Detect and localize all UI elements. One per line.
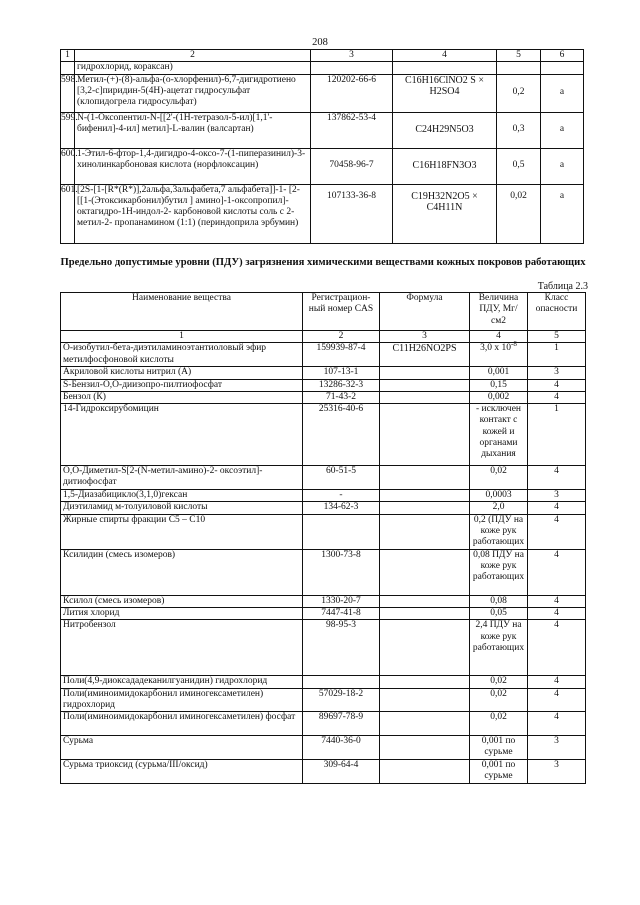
formula <box>380 466 470 490</box>
hazard-class: 4 <box>528 676 586 688</box>
substance-name: 1-Этил-6-фтор-1,4-дигидро-4-оксо-7-(1-пиперазинил)-3-хинолинкарбоновая кислота (норфлоксацин) <box>75 148 311 184</box>
formula <box>380 367 470 379</box>
hazard-class: 4 <box>528 607 586 619</box>
pdu-value: 0,02 <box>470 712 528 736</box>
pdu-value: 0,0003 <box>470 490 528 502</box>
substance-name: Жирные спирты фракции С5 – С10 <box>61 514 303 549</box>
substance-name: О-изобутил-бета-диэтиламиноэтантиоловый эфир метилфосфоновой кислоты <box>61 343 303 367</box>
formula: C16H16ClNO2 S × H2SO4 <box>393 74 497 112</box>
hazard-class: 3 <box>528 736 586 760</box>
pdu-value: 0,02 <box>470 688 528 712</box>
formula <box>380 502 470 514</box>
hazard-class: 4 <box>528 391 586 403</box>
table-row <box>61 620 586 676</box>
col-number: 2 <box>303 331 380 343</box>
pdk-value: 0,02 <box>497 184 541 243</box>
section-title: Предельно допустимые уровни (ПДУ) загрязнения химическими веществами кожных покровов работающих <box>60 257 586 268</box>
table-number-row <box>61 331 586 343</box>
continued-text: гидрохлорид, кораксан) <box>75 62 311 74</box>
substance-name: О,О-Диметил-S[2-(N-метил-амино)-2- оксоэтил]-дитиофосфат <box>61 466 303 490</box>
pdu-value: 0,001 <box>470 367 528 379</box>
table-row <box>61 367 586 379</box>
hazard-class: 4 <box>528 502 586 514</box>
table-row <box>61 391 586 403</box>
table-row <box>61 607 586 619</box>
cas-number: 159939-87-4 <box>303 343 380 367</box>
formula <box>380 379 470 391</box>
pdu-value: 0,2 (ПДУ на коже рук работающих <box>470 514 528 549</box>
pdu-value: 0,002 <box>470 391 528 403</box>
table-row <box>61 148 584 184</box>
formula <box>380 760 470 784</box>
table-row <box>61 466 586 490</box>
col-number: 3 <box>311 50 393 62</box>
substance-name: S-Бензил-О,О-диизопро-пилтиофосфат <box>61 379 303 391</box>
formula <box>380 404 470 466</box>
col-number: 3 <box>380 331 470 343</box>
table-header-row <box>61 50 584 62</box>
substance-name: Метил-(+)-(8)-альфа-(о-хлорфенил)-6,7-дигидротиено [3,2-с]пиридин-5(4Н)-ацетат гидросульфат (клопидогрела гидросульфат) <box>75 74 311 112</box>
table-row <box>61 379 586 391</box>
table-row <box>61 760 586 784</box>
pdu-value: 0,08 ПДУ на коже рук работающих <box>470 549 528 595</box>
cas-number: 120202-66-6 <box>311 74 393 112</box>
cas-number: 107-13-1 <box>303 367 380 379</box>
cas-number: 71-43-2 <box>303 391 380 403</box>
pdu-value: 0,001 по сурьме <box>470 760 528 784</box>
substance-name: Поли(иминоимидокарбонил иминогексаметилен) фосфат <box>61 712 303 736</box>
pdu-value: 2,0 <box>470 502 528 514</box>
cas-number: 137862-53-4 <box>311 112 393 148</box>
pdu-value: - исключен контакт с кожей и органами дыхания <box>470 404 528 466</box>
substance-name: Диэтиламид м-толуиловой кислоты <box>61 502 303 514</box>
cas-number: 13286-32-3 <box>303 379 380 391</box>
hazard-class: 4 <box>528 514 586 549</box>
formula <box>380 549 470 595</box>
cas-number: 107133-36-8 <box>311 184 393 243</box>
cas-number: 7440-36-0 <box>303 736 380 760</box>
table-row <box>61 688 586 712</box>
pdu-value: 0,02 <box>470 466 528 490</box>
cas-number: 70458-96-7 <box>311 148 393 184</box>
table-row <box>61 184 584 243</box>
substance-name: Сурьма триоксид (сурьма/III/оксид) <box>61 760 303 784</box>
formula <box>380 676 470 688</box>
cas-number: 25316-40-6 <box>303 404 380 466</box>
formula <box>380 620 470 676</box>
hazard-class: 4 <box>528 466 586 490</box>
col-header-pdu: Величина ПДУ, Мг/ см2 <box>470 293 528 331</box>
row-number: 600. <box>61 148 75 184</box>
pdk-value: 0,2 <box>497 74 541 112</box>
substance-name: Поли(4,9-диоксададеканилгуанидин) гидрохлорид <box>61 676 303 688</box>
hazard-class: 3 <box>528 367 586 379</box>
table-row <box>61 595 586 607</box>
pdk-value: 0,3 <box>497 112 541 148</box>
pdu-value: 0,05 <box>470 607 528 619</box>
pdu-value: 0,001 по сурьме <box>470 736 528 760</box>
col-number: 1 <box>61 50 75 62</box>
hazard-class: 4 <box>528 688 586 712</box>
cas-number <box>303 676 380 688</box>
table-header-row <box>61 293 586 331</box>
pdu-value: 0,08 <box>470 595 528 607</box>
pdu-table-body <box>61 340 586 784</box>
hazard-class: 3 <box>528 490 586 502</box>
substance-name: 1,5-Диазабицикло(3,1,0)гексан <box>61 490 303 502</box>
table-row <box>61 736 586 760</box>
pdu-value: 2,4 ПДУ на коже рук работающих <box>470 620 528 676</box>
hazard-class: 3 <box>528 760 586 784</box>
row-number: 601. <box>61 184 75 243</box>
table-row <box>61 490 586 502</box>
substance-name: [2S-[1-[R*(R*)],2альфа,3альфабета,7 альфабета]]-1- [2-[[1-(Этоксикарбонил)бутил ] амино]-1-оксопропил]-октагидро-1Н-индол-2- карбоновой кислоты соль с 2-метил-2- пропанамином (1:1) (периндоприла эрбумин) <box>75 184 311 243</box>
table-row <box>61 514 586 549</box>
formula <box>380 688 470 712</box>
col-number: 4 <box>393 50 497 62</box>
table-row <box>61 343 586 367</box>
col-number: 6 <box>541 50 584 62</box>
substance-name: N-(1-Оксопентил-N-[[2'-(1Н-тетразол-5-ил)[1,1'-бифенил]-4-ил] метил]-L-валин (валсартан) <box>75 112 311 148</box>
hazard-class: а <box>541 112 584 148</box>
formula <box>380 712 470 736</box>
col-header-name: Наименование вещества <box>61 293 303 331</box>
table-row <box>61 676 586 688</box>
row-number: 598. <box>61 74 75 112</box>
cas-number: 60-51-5 <box>303 466 380 490</box>
hazard-class: 4 <box>528 620 586 676</box>
pdu-table <box>60 292 586 784</box>
formula: C24H29N5O3 <box>393 112 497 148</box>
cas-number: 309-64-4 <box>303 760 380 784</box>
substance-name: Сурьма <box>61 736 303 760</box>
col-number: 5 <box>528 331 586 343</box>
hazard-class: а <box>541 74 584 112</box>
substance-name: Нитробензол <box>61 620 303 676</box>
hazard-class: 4 <box>528 595 586 607</box>
substance-name: Бензол (К) <box>61 391 303 403</box>
cas-number: 7447-41-8 <box>303 607 380 619</box>
formula <box>380 490 470 502</box>
continued-table <box>60 49 584 244</box>
table-row <box>61 112 584 148</box>
cas-number: - <box>303 490 380 502</box>
substance-name: Ксилол (смесь изомеров) <box>61 595 303 607</box>
hazard-class: а <box>541 184 584 243</box>
cas-number: 1300-73-8 <box>303 549 380 595</box>
substance-name: 14-Гидроксирубомицин <box>61 404 303 466</box>
hazard-class: 4 <box>528 379 586 391</box>
formula: C19H32N2O5 × C4H11N <box>393 184 497 243</box>
table-row <box>61 404 586 466</box>
hazard-class: 4 <box>528 549 586 595</box>
substance-name: Поли(иминоимидокарбонил иминогексаметилен) гидрохлорид <box>61 688 303 712</box>
formula: C11H26NO2PS <box>380 343 470 367</box>
pdu-value: 3,0 х $10^{-8}$ <box>470 343 528 367</box>
cas-number: 134-62-3 <box>303 502 380 514</box>
col-number: 4 <box>470 331 528 343</box>
col-header-cas: Регистрацион-ный номер CAS <box>303 293 380 331</box>
col-number: 1 <box>61 331 303 343</box>
substance-name: Ксилидин (смесь изомеров) <box>61 549 303 595</box>
formula <box>380 391 470 403</box>
col-header-class: Класс опасности <box>528 293 586 331</box>
col-number: 2 <box>75 50 311 62</box>
cas-number <box>303 514 380 549</box>
page-number: 208 <box>312 37 328 48</box>
substance-name: Лития хлорид <box>61 607 303 619</box>
pdu-value: 0,15 <box>470 379 528 391</box>
substance-name: Акриловой кислоты нитрил (А) <box>61 367 303 379</box>
formula <box>380 514 470 549</box>
table-row <box>61 74 584 112</box>
hazard-class: а <box>541 148 584 184</box>
formula <box>380 595 470 607</box>
pdk-value: 0,5 <box>497 148 541 184</box>
pdu-value: 0,02 <box>470 676 528 688</box>
formula <box>380 607 470 619</box>
cas-number: 89697-78-9 <box>303 712 380 736</box>
cas-number: 1330-20-7 <box>303 595 380 607</box>
cas-number: 57029-18-2 <box>303 688 380 712</box>
formula <box>380 736 470 760</box>
col-number: 5 <box>497 50 541 62</box>
row-number: 599. <box>61 112 75 148</box>
hazard-class: 4 <box>528 712 586 736</box>
formula: C16H18FN3O3 <box>393 148 497 184</box>
hazard-class: 1 <box>528 343 586 367</box>
table-row <box>61 712 586 736</box>
col-header-formula: Формула <box>380 293 470 331</box>
cas-number: 98-95-3 <box>303 620 380 676</box>
table-row <box>61 62 584 74</box>
table-row <box>61 502 586 514</box>
table-caption: Таблица 2.3 <box>537 281 588 292</box>
table-row <box>61 549 586 595</box>
hazard-class: 1 <box>528 404 586 466</box>
